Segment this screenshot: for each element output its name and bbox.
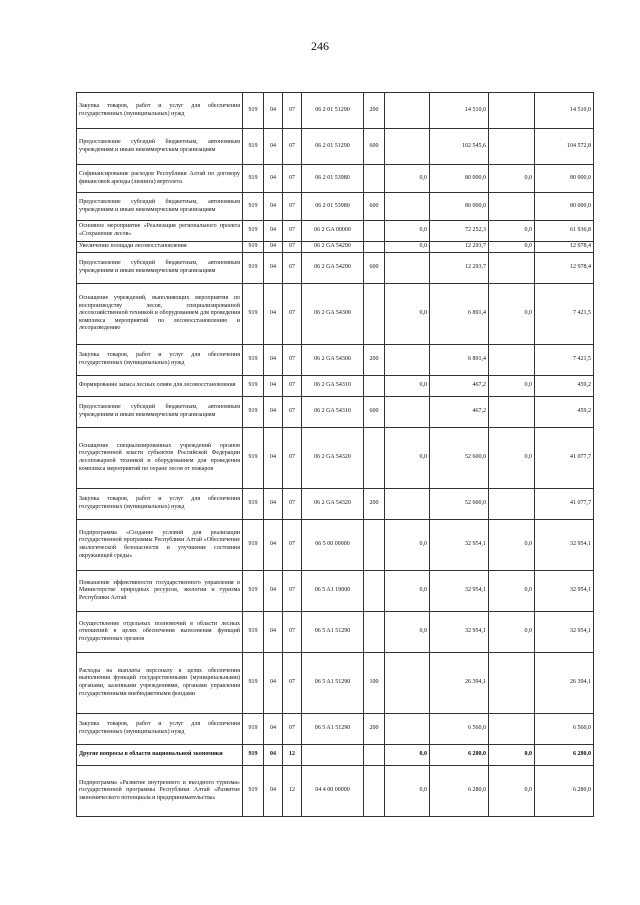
value-3-cell: 0,0 [489,284,535,345]
gr-code-cell: 919 [243,376,264,397]
value-4-cell: 459,2 [535,397,594,428]
value-1-cell: 0,0 [385,284,430,345]
gr-code-cell: 919 [243,428,264,489]
value-3-cell [489,653,535,714]
value-2-cell: 467,2 [430,397,489,428]
value-3-cell [489,129,535,165]
value-2-cell: 6 560,0 [430,714,489,745]
rz-code-cell: 04 [264,221,283,242]
value-2-cell: 72 252,3 [430,221,489,242]
csr-code-cell: 06 2 GA 54300 [302,284,364,345]
rz-code-cell: 04 [264,714,283,745]
value-3-cell: 0,0 [489,376,535,397]
vr-code-cell [364,284,385,345]
value-1-cell [385,653,430,714]
csr-code-cell: 06 2 GA 54310 [302,397,364,428]
value-2-cell: 80 000,0 [430,193,489,221]
value-2-cell: 6 891,4 [430,345,489,376]
value-4-cell: 80 000,0 [535,193,594,221]
budget-table [76,92,594,817]
vr-code-cell [364,242,385,253]
table-row [77,221,594,242]
table-row [77,520,594,571]
csr-code-cell [302,745,364,766]
vr-code-cell [364,165,385,193]
csr-code-cell: 06 5 A1 51290 [302,714,364,745]
rz-code-cell: 04 [264,284,283,345]
rz-code-cell: 04 [264,93,283,129]
rz-code-cell: 04 [264,397,283,428]
csr-code-cell: 06 5 A1 51290 [302,612,364,653]
rz-code-cell: 04 [264,766,283,817]
value-1-cell: 0,0 [385,221,430,242]
table-row [77,284,594,345]
value-3-cell: 0,0 [489,766,535,817]
gr-code-cell: 919 [243,520,264,571]
value-1-cell: 0,0 [385,428,430,489]
value-4-cell: 7 421,5 [535,284,594,345]
pr-code-cell: 07 [283,714,302,745]
vr-code-cell [364,428,385,489]
csr-code-cell: 06 2 GA 54290 [302,253,364,284]
row-name-cell: Основное мероприятие «Реализация регионального проекта «Сохранение лесов» [77,221,243,242]
gr-code-cell: 919 [243,165,264,193]
csr-code-cell: 06 2 GA 00000 [302,221,364,242]
pr-code-cell: 12 [283,745,302,766]
value-4-cell: 32 954,1 [535,520,594,571]
value-4-cell: 26 394,1 [535,653,594,714]
table-row [77,397,594,428]
pr-code-cell: 07 [283,397,302,428]
csr-code-cell: 06 2 GA 54310 [302,376,364,397]
row-name-cell: Подпрограмма «Создание условий для реализации государственной программы Республики Алтай «Обеспечение экологической безопасности и улучшение состояния окружающей среды» [77,520,243,571]
rz-code-cell: 04 [264,653,283,714]
value-2-cell: 12 293,7 [430,242,489,253]
vr-code-cell: 200 [364,93,385,129]
value-1-cell: 0,0 [385,612,430,653]
value-1-cell [385,253,430,284]
csr-code-cell: 06 2 01 51290 [302,129,364,165]
rz-code-cell: 04 [264,129,283,165]
value-1-cell [385,129,430,165]
pr-code-cell: 07 [283,242,302,253]
rz-code-cell: 04 [264,242,283,253]
vr-code-cell [364,221,385,242]
gr-code-cell: 919 [243,489,264,520]
vr-code-cell [364,571,385,612]
table-row [77,571,594,612]
row-name-cell: Осуществление отдельных полномочий в области лесных отношений в целях обеспечения выполнения функций государственных органов [77,612,243,653]
vr-code-cell: 200 [364,714,385,745]
value-2-cell: 14 510,0 [430,93,489,129]
csr-code-cell: 06 2 01 53980 [302,165,364,193]
value-3-cell [489,93,535,129]
value-4-cell: 6 280,0 [535,745,594,766]
value-4-cell: 459,2 [535,376,594,397]
value-1-cell: 0,0 [385,165,430,193]
gr-code-cell: 919 [243,221,264,242]
value-3-cell [489,253,535,284]
gr-code-cell: 919 [243,653,264,714]
value-4-cell: 14 510,0 [535,93,594,129]
row-name-cell: Предоставление субсидий бюджетным, автономным учреждениям и иным некоммерческим организациям [77,253,243,284]
value-1-cell [385,714,430,745]
pr-code-cell: 07 [283,345,302,376]
value-2-cell: 102 545,6 [430,129,489,165]
vr-code-cell: 600 [364,129,385,165]
value-3-cell: 0,0 [489,571,535,612]
gr-code-cell: 919 [243,612,264,653]
value-1-cell: 0,0 [385,376,430,397]
value-3-cell: 0,0 [489,242,535,253]
value-1-cell: 0,0 [385,745,430,766]
row-name-cell: Повышение эффективности государственного управления в Министерстве природных ресурсов, экологии и туризма Республики Алтай [77,571,243,612]
rz-code-cell: 04 [264,520,283,571]
rz-code-cell: 04 [264,745,283,766]
pr-code-cell: 07 [283,253,302,284]
rz-code-cell: 04 [264,345,283,376]
value-1-cell [385,397,430,428]
value-3-cell: 0,0 [489,428,535,489]
pr-code-cell: 07 [283,571,302,612]
value-4-cell: 7 421,5 [535,345,594,376]
vr-code-cell: 200 [364,345,385,376]
value-2-cell: 6 280,0 [430,745,489,766]
value-3-cell [489,397,535,428]
csr-code-cell: 06 5 00 00000 [302,520,364,571]
pr-code-cell: 07 [283,489,302,520]
vr-code-cell [364,766,385,817]
row-name-cell: Расходы на выплаты персоналу в целях обеспечения выполнения функций государственными (муниципальными) органами, казенными учреждениями, органами управления государственными внебюджетными фондами [77,653,243,714]
value-1-cell [385,345,430,376]
row-name-cell: Оснащение специализированных учреждений органов государственной власти субъектов Российской Федерации лесопожарной техникой и оборудованием для проведения комплекса мероприятий по охране лесов от пожаров [77,428,243,489]
table-row [77,612,594,653]
value-2-cell: 80 000,0 [430,165,489,193]
gr-code-cell: 919 [243,193,264,221]
rz-code-cell: 04 [264,612,283,653]
pr-code-cell: 07 [283,193,302,221]
value-1-cell: 0,0 [385,242,430,253]
row-name-cell: Предоставление субсидий бюджетным, автономным учреждениям и иным некоммерческим организациям [77,193,243,221]
pr-code-cell: 07 [283,520,302,571]
csr-code-cell: 06 2 01 53980 [302,193,364,221]
value-2-cell: 467,2 [430,376,489,397]
vr-code-cell: 600 [364,397,385,428]
value-1-cell: 0,0 [385,520,430,571]
vr-code-cell: 200 [364,489,385,520]
value-1-cell [385,193,430,221]
value-2-cell: 12 293,7 [430,253,489,284]
table-row [77,242,594,253]
vr-code-cell [364,745,385,766]
value-1-cell [385,489,430,520]
table-row [77,653,594,714]
row-name-cell: Увеличение площади лесовосстановления [77,242,243,253]
value-4-cell: 12 978,4 [535,242,594,253]
value-4-cell: 6 280,0 [535,766,594,817]
value-3-cell: 0,0 [489,165,535,193]
row-name-cell: Предоставление субсидий бюджетным, автономным учреждениям и иным некоммерческим организациям [77,397,243,428]
value-3-cell [489,345,535,376]
rz-code-cell: 04 [264,489,283,520]
row-name-cell: Закупка товаров, работ и услуг для обеспечения государственных (муниципальных) нужд [77,489,243,520]
row-name-cell: Закупка товаров, работ и услуг для обеспечения государственных (муниципальных) нужд [77,345,243,376]
table-row [77,766,594,817]
gr-code-cell: 919 [243,345,264,376]
gr-code-cell: 919 [243,242,264,253]
table-row [77,129,594,165]
row-name-cell: Софинансирование расходов Республики Алтай по договору финансовой аренды (лизинга) вертолета [77,165,243,193]
value-3-cell [489,489,535,520]
value-1-cell: 0,0 [385,571,430,612]
table-row [77,345,594,376]
gr-code-cell: 919 [243,284,264,345]
vr-code-cell: 600 [364,193,385,221]
table-row [77,193,594,221]
table-row [77,714,594,745]
value-3-cell: 0,0 [489,520,535,571]
value-3-cell [489,714,535,745]
vr-code-cell: 100 [364,653,385,714]
value-4-cell: 12 978,4 [535,253,594,284]
gr-code-cell: 919 [243,397,264,428]
csr-code-cell: 04 4 00 00000 [302,766,364,817]
pr-code-cell: 07 [283,653,302,714]
value-1-cell [385,93,430,129]
row-name-cell: Предоставление субсидий бюджетным, автономным учреждениям и иным некоммерческим организациям [77,129,243,165]
value-4-cell: 6 560,0 [535,714,594,745]
value-2-cell: 52 600,0 [430,428,489,489]
pr-code-cell: 07 [283,284,302,345]
csr-code-cell: 06 2 GA 54300 [302,345,364,376]
vr-code-cell [364,612,385,653]
pr-code-cell: 07 [283,612,302,653]
value-3-cell: 0,0 [489,612,535,653]
table-row [77,165,594,193]
vr-code-cell: 600 [364,253,385,284]
pr-code-cell: 07 [283,376,302,397]
pr-code-cell: 12 [283,766,302,817]
gr-code-cell: 919 [243,745,264,766]
value-4-cell: 41 077,7 [535,428,594,489]
value-3-cell: 0,0 [489,221,535,242]
value-4-cell: 32 954,1 [535,571,594,612]
value-4-cell: 61 936,8 [535,221,594,242]
table-row [77,376,594,397]
rz-code-cell: 04 [264,428,283,489]
table-row [77,745,594,766]
pr-code-cell: 07 [283,129,302,165]
value-2-cell: 52 600,0 [430,489,489,520]
csr-code-cell: 06 2 01 51290 [302,93,364,129]
value-2-cell: 6 280,0 [430,766,489,817]
value-3-cell: 0,0 [489,745,535,766]
value-4-cell: 32 954,1 [535,612,594,653]
row-name-cell: Подпрограмма «Развитие внутреннего и въездного туризма» государственной программы Республики Алтай «Развитие экономического потенциала и предпринимательства» [77,766,243,817]
row-name-cell: Другие вопросы в области национальной экономики [77,745,243,766]
value-2-cell: 32 954,1 [430,520,489,571]
row-name-cell: Закупка товаров, работ и услуг для обеспечения государственных (муниципальных) нужд [77,714,243,745]
rz-code-cell: 04 [264,253,283,284]
pr-code-cell: 07 [283,165,302,193]
table-row [77,489,594,520]
table-row [77,428,594,489]
value-4-cell: 80 000,0 [535,165,594,193]
csr-code-cell: 06 2 GA 54320 [302,428,364,489]
vr-code-cell [364,520,385,571]
pr-code-cell: 07 [283,428,302,489]
row-name-cell: Формирование запаса лесных семян для лесовосстановления [77,376,243,397]
pr-code-cell: 07 [283,221,302,242]
table-row [77,253,594,284]
page-number: 246 [311,39,329,53]
value-2-cell: 32 954,1 [430,571,489,612]
csr-code-cell: 06 5 A1 51290 [302,653,364,714]
row-name-cell: Оснащение учреждений, выполняющих мероприятия по воспроизводству лесов, специализированной лесохозяйственной техникой и оборудованием для проведения комплекса мероприятий по лесовосстановлению и лесоразведению [77,284,243,345]
value-1-cell: 0,0 [385,766,430,817]
rz-code-cell: 04 [264,571,283,612]
gr-code-cell: 919 [243,253,264,284]
value-2-cell: 26 394,1 [430,653,489,714]
csr-code-cell: 06 2 GA 54320 [302,489,364,520]
value-2-cell: 6 891,4 [430,284,489,345]
csr-code-cell: 06 5 A1 19000 [302,571,364,612]
row-name-cell: Закупка товаров, работ и услуг для обеспечения государственных (муниципальных) нужд [77,93,243,129]
gr-code-cell: 919 [243,571,264,612]
value-4-cell: 104 572,8 [535,129,594,165]
gr-code-cell: 919 [243,714,264,745]
value-4-cell: 41 077,7 [535,489,594,520]
gr-code-cell: 919 [243,93,264,129]
csr-code-cell: 06 2 GA 54290 [302,242,364,253]
gr-code-cell: 919 [243,766,264,817]
pr-code-cell: 07 [283,93,302,129]
value-3-cell [489,193,535,221]
vr-code-cell [364,376,385,397]
rz-code-cell: 04 [264,193,283,221]
value-2-cell: 32 954,1 [430,612,489,653]
rz-code-cell: 04 [264,165,283,193]
gr-code-cell: 919 [243,129,264,165]
table-row [77,93,594,129]
rz-code-cell: 04 [264,376,283,397]
